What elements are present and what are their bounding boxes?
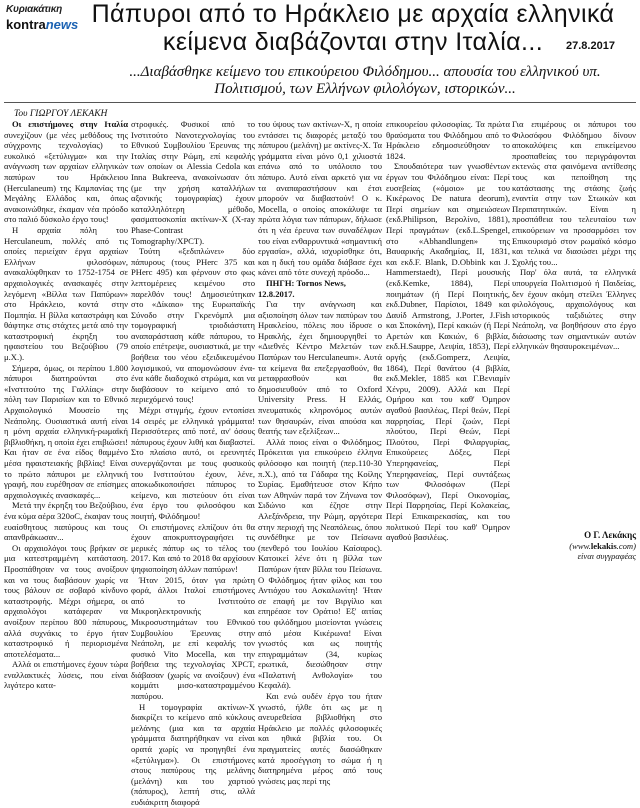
article-column-1 [4,119,128,691]
paragraph: Οι επιστήμονες στην Ιταλία συνεχίζουν (με νέες μεθόδους της σύγχρονης τεχνολογίας) το ευκολικό «ξετύλιγμα» και την ανάγνωση των αρχαίων ελληνικών παπύρων του Ηράκλειου (Herculaneum) της Καμπανίας της Μεγάλης Ελλάδος και, όπως ανακοινώθηκε, έκαμαν νέα πρόοδο στο παλιό δύσκολο έργο τους! [4,119,128,225]
article-column-2 [131,119,255,807]
paragraph: Για επιμέρους οι πάπυροι του Φιλοσόφου Φιλόδημου δίνουν αποκαλύψεις και επικείμενου προσπαθείας του περιγράφονται εκτενώς στα φαινόμενα αντίθεσης τους και πεποίθηση της κατάστασης της στάσης ζωής εναντία στην των Στωικών και Περιπατητικών. Είναι η προσπάθεια του τελευταίου των επικούρειων να προσαρμόσει τον Επικουρισμό στον ρωμαϊκό κόσμο και τελικά να διασώσει μέχρι της Σχολής του... [512,119,636,267]
paragraph: στροφικές. Φυσικοί από το Ινστιτούτο Νανοτεχνολογίας του Εθνικού Συμβουλίου Έρευνας της Ιταλίας στην Ρώμη, επί κεφαλής των οποίων οι Alessia Cedola και Inna Bukreeva, ανακοίνωσαν ότι (με την χρήση καταλλήλων αξονικής τομογραφίας) έχουν καταλληλότερη μέθοδο, φασματοσκοπία ακτίνων-Χ (X-ray Phase-Contrast Tomography/XPCT). [131,119,255,246]
paragraph: Οι επιστήμονες ελπίζουν ότι θα έχουν αποκρυπτογραφήσει τις μερικές πάπυρ ως το τέλος του 2017. Και από το 2018 θα αρχίσουν ψηφιοποίηση άλλων παπύρων! [131,521,255,574]
logo-brand-right: news [45,17,79,32]
paragraph: επικουρείου φιλοσοφίας. Τα πρώτα θραύσματα του Φιλόδημου από το Ηράκλειο εδημοσιεύθησαν το 1824. [386,119,510,161]
paragraph: Η τομογραφία ακτίνων-Χ διακρίζει το κείμενο από κύκλους μελάνης (μια και τα αρχαία γράμματα διατηρήθηκαν να είναι ορατά χωρίς να προηγηθεί ένα «ξετύλιγμα»). Οι επιστήμονες στους παπύρους της μελάνης (μελάνη) και του χαρτιού (πάπυρος), λεπτή στις, αλλά ευδιάκριτη διαφορά [131,701,255,807]
logo-brand-left: kontra [6,17,46,32]
author-website: (www.lekakis.com) [569,540,636,551]
paragraph: του ύψους των ακτίνων-Χ, η οποία εντάσσει τις διαφορές μεταξύ του πάπυρου (μελάνη) με ακτίνες-Χ. Τα γράμματα είναι μόνο 0,1 χιλιοστά επάνω από το υπόλοιπο του πάπυρο. Αυτό είναι αρκετό για να τα αναπαραστήσουν και έτσι μπορούν να διαβαστούν! Ο κ. Μοcella, ο οποίος αποκάλυψε τα πρώτα λόγια των πάπυρων, δήλωσε ότι η νέα έρευνα των συναδέλφων του είναι ενθαρρυντικά «σημαντική εργασία», αλλά, ισχυρίσθηκε ότι, και η δική του ομάδα διάβασε έχει κάνει από τότε συνεχή πρόοδο... [258,119,382,278]
paragraph: Ήταν 2015, όταν για πρώτη φορά, άλλοι Ιταλοί επιστήμονες από το Ινστιτούτο Μικροηλεκτρονικής και Μικροσυστημάτων του Εθνικού Συμβουλίου Έρευνας στην Νεάπολη, με επί κεφαλής τον φυσικό Vito Mocella, και την βοήθεια της τεχνολογίας XPCT, διάβασαν (χωρίς να ανοίξουν) ένα κομμάτι μισο-καταστραμμένου παπύρου. [131,574,255,702]
paragraph: Για την ανάγνωση και αξιοποίηση όλων των παπύρων του Ηρακλείου, πόλεις που ίδρυσε ο Ηρακλής, έχει δημιουργηθεί το «Διεθνές Κέντρο Μελετών των Παπύρων του Herculaneum». Αυτά τα κείμενα θα επεξεργασθούν, θα μεταφρασθούν και θα δημοσιευθούν από το Oxford University Press. Η Ελλάς, πνευματικός κληρονόμος αυτών των θησαυρών, είναι απούσα και θεατής των εξελίξεων... [258,299,382,437]
lead-in: Οι επιστήμονες στην Ιταλία [12,119,128,129]
paragraph: Τούτη «ξεδιπλώνει» δύο πάπυρους (τους PHerc 375 και PHerc 495) και φέρνουν στο φως λεπτομέρειες κειμένου στο παρελθόν τους! Δημοσιεύτηκαν στο «Δίκαιο» της Ευρωπαϊκής Σύνοδο στην Γκρενόμπλ μια τομογραφική τριοδιάστατη αναπαράσταση κάθε πάπυρου, το οποίο επέτρεψε, ουσιαστικά, με την βοήθεια του νέου εξειδικευμένου λογισμικού, να απομονώσουν ένα-ένα κάθε διαδοχικό στρώμα, και να διαβάσουν το κείμενο από το περιεχόμενό τους! [131,246,255,405]
paragraph: Παρ' όλα αυτά, τα ελληνικά υπουργεία Πολιτισμού ή Παιδείας, δεν έχουν ακόμη στείλει Έλληνες φιλολόγους, αρχαιολόγους και ιστορικούς ταξιδιώτες στην Νεάπολη, να βοηθήσουν στο έργο διάσωσης των σημαντικών αυτών ελληνικών θησαυροκειμένων... [512,267,636,352]
paragraph: Και ενώ ουδέν έργο του ήταν γνωστό, ήλθε ότι ως με η ανευρεθείσα βιβλιοθήκη στο Ηράκλειο με πολλές φιλοσοφικές και ηθικά βιβλία του. Οι πραγματείες αυτές διασώθηκαν κατά προσέγγιση το σώμα ή η διατηρημένα μέρος από τους γνώσεις μας περί της [258,691,382,786]
publication-date: 27.8.2017 [566,40,615,52]
paragraph: Μετά την έκρηξη του Βεζούβιου, ένα κύμα αέρα 320oC, έκαψαν τους ευαίσθητους παπύρους και τους απανθράκωσαν... [4,500,128,543]
paragraph: Μέχρι στιγμής, έχουν εντοπίσει 14 σειρές με ελληνικά γράμματα! Περισσότερες από ποτέ, αν' όσους πάπυρους έχουν λιθή και διαβαστεί. Στο πλαίσιο αυτό, οι ερευνητές συνεργάζονται με τους φυσικούς του Ινστιτούτου έχουν, λένε, αποκωδικοποιήσει πάπυρος το κείμενο, και πιστεύουν ότι είναι ένα έργο του φιλοσόφου και ποιητή, Φιλόδημου! [131,405,255,521]
headline: Πάπυροι από το Ηράκλειο με αρχαία ελληνικά κείμενα διαβάζονται στην Ιταλία... [91,0,615,56]
paragraph: Αλλά οι επιστήμονες έχουν τώρα εναλλακτικές λύσεις, που είναι λιγότερο κατα- [4,659,128,691]
author-role: είναι συγγραφέας [577,551,636,562]
paragraph: Σπουδαιότερα των γνωσθέντων έργων του Φιλόδημου είναι: Περί ευσεβείας («όμοιο» με του Κικέρωνος De natura deorum), Περί σημείων και σημειώσεων (εκδ.Philipson, Βερολίνο, 1881), Περί πραγμάτων (εκδ.L.Spengel, στο «Abhandlungen» της Βαυαρικής Ακαδημίας, II, 1831, και εκδ.F. Blank, D.Obbink και J. Hammerstaedt), Περί μουσικής (εκδ.Kemke, 1884), Περί ποιημάτων (ή Περί Ποιητικής, εκδ.Dubner, Παρίσιοι, 1849 και Δαυίδ Armstrong, J.Porter, J.Fish και Σποκάνη), Περί κακιών (ή Περί Αρετών και Κακιών, 6 βιβλία, εκδ.H.Sauppe, Λειψία, 1853), Περί οργής (εκδ.Gomperz, Λειψία, 1864), Περί θανάτου (4 βιβλία, εκδ.Mekler, 1885 και Γ.Βενιαμίν Χένρυ, 2009). Αλλά και Περί Ομήρου και του καθ' Όμηρον αγαθού βασιλέως, Περί θεών, Περί παρρησίας, Περί ζωών, Περί πλούτου, Περί Θεών, Περί Πλούτου, Περί Φιλαργυρίας, Επικούρειες Δόξες, Περί Υπερηφανείας, Περί Υπερηφανείας, Περί συντάξεως των Φιλοσόφων (Περί Φιλοσόφων), Περί Οικονομίας, Περί Παρρησίας, Περί Κολακείας, Περί Επικαιρεκασίας, και του πολιτικού Περί του καθ' Όμηρον αγαθού βασιλέως. [386,161,510,543]
paragraph: Αλλά ποιος είναι ο Φιλόδημος; Πρόκειται για επικούρειο έλληνα φιλόσοφο και ποιητή (περ.110-30 π.Χ.), από τα Γάδαρα της Κοίλης Συρίας. Εμαθήτευσε στον Κήπο των Αθηνών παρά τον Ζήνωνα τον Σιδώνιο και έζησε στην Αλεξάνδρεια, την Ρώμη, αργότερα στην περιοχή της Νεαπόλεως, όπου συνδέθηκε με τον Πείσωνα (πενθερό του Ιουλίου Καίσαρος). Κατοικεί λένε ότι η βίλλα των Παπύρων ήταν βίλλα του Πείσωνα. Ο Φιλόδημος ήταν φίλος και του Αντιόχου του Ασκαλωνίτη! Ήταν σε επαφή με τον Βιργίλιο και επηρέασε τον Οράτιο! Εξ' αιτίας του φιλόδημου μισείονται γνώσεις από μέσα Κικέρωνα! Είναι γνωστός και ως ποιητής επιγραμμάτων (34, κυρίως ερωτικά, διεσώθησαν στην «Παλατινή Ανθολογία» του Κεφαλά). [258,436,382,691]
logo-top: Κυριακάτικη [6,4,63,15]
article-column-5 [512,119,636,529]
divider-rule [4,102,636,103]
author-signoff [512,530,636,562]
subtitle: ...Διαβάσθηκε κείμενο του επικούρειου Φιλόδημου... απουσία του ελληνικού υπ. Πολιτισμού, των Ελλήνων φιλολόγων, ιστορικών... [129,64,601,97]
paragraph: Η αρχαία πόλη του Herculaneum, πολλές από τις οποίες περιείχαν έργα αρχαίων Ελλήνων φιλοσόφων, ανακαλύφθηκαν το 1752-1754 σε αρχαιολογικές ανασκαφές στην λεγόμενη «Βίλλα των Παπύρων» στο Ηράκλειο, κοντά στην Πομπηία. Η βίλλα καταστράφη και θάφτηκε στις στάχτες μετά από την καταστροφική έκρηξη του ηφαιστείου του Βεζούβιου (79 μ.Χ.). [4,224,128,363]
paragraph: Οι αρχαιολόγοι τους βρήκαν σε μια κατεστραμμένη κατάσταση. Προσπάθησαν να τους ανοίξουν και να τους διαβάσουν χωρίς να τους βάλουν σε σοβαρό κίνδυνο καταστροφής. Μέχρι σήμερα, οι αρχαιολόγοι κατάφεραν να ανοίξουν περίπου 800 πάπυρους, αλλά συχνάκις το έργο ήταν καταστροφικό ή περιορισμένα αποτελέσματα... [4,542,128,659]
paragraph: Σήμερα, όμως, οι περίπου 1.800 πάπυροι διατηρούνται στο «Ινστιτούτο της Γαλλίας» στην πόλη των Παρισίων και το Εθνικό Αρχαιολογικό Μουσείο της Νεάπολης. Ουσιαστικά αυτή είναι η μόνη αρχαία ελληνική-ρωμαϊκή βιβλιοθήκη, η οποία έχει επιβιώσει! Και ήταν σε ένα είδος θαμμένο μέσα ηφαιστειακής βιβλίας! Είναι το πρώτο πάπυροι με ελληνική γραφή, που ευρέθησαν σε επίσημες αρχαιολογικές ανασκαφές... [4,362,128,500]
byline: Του ΓΙΩΡΓΟΥ ΛΕΚΑΚΗ [14,109,108,119]
article-column-3 [258,119,382,786]
article-column-4 [386,119,510,581]
author-name: Ο Γ. Λεκάκης [584,530,636,540]
source-note: ΠΗΓΗ: Tornos News, 12.8.2017. [258,277,346,299]
